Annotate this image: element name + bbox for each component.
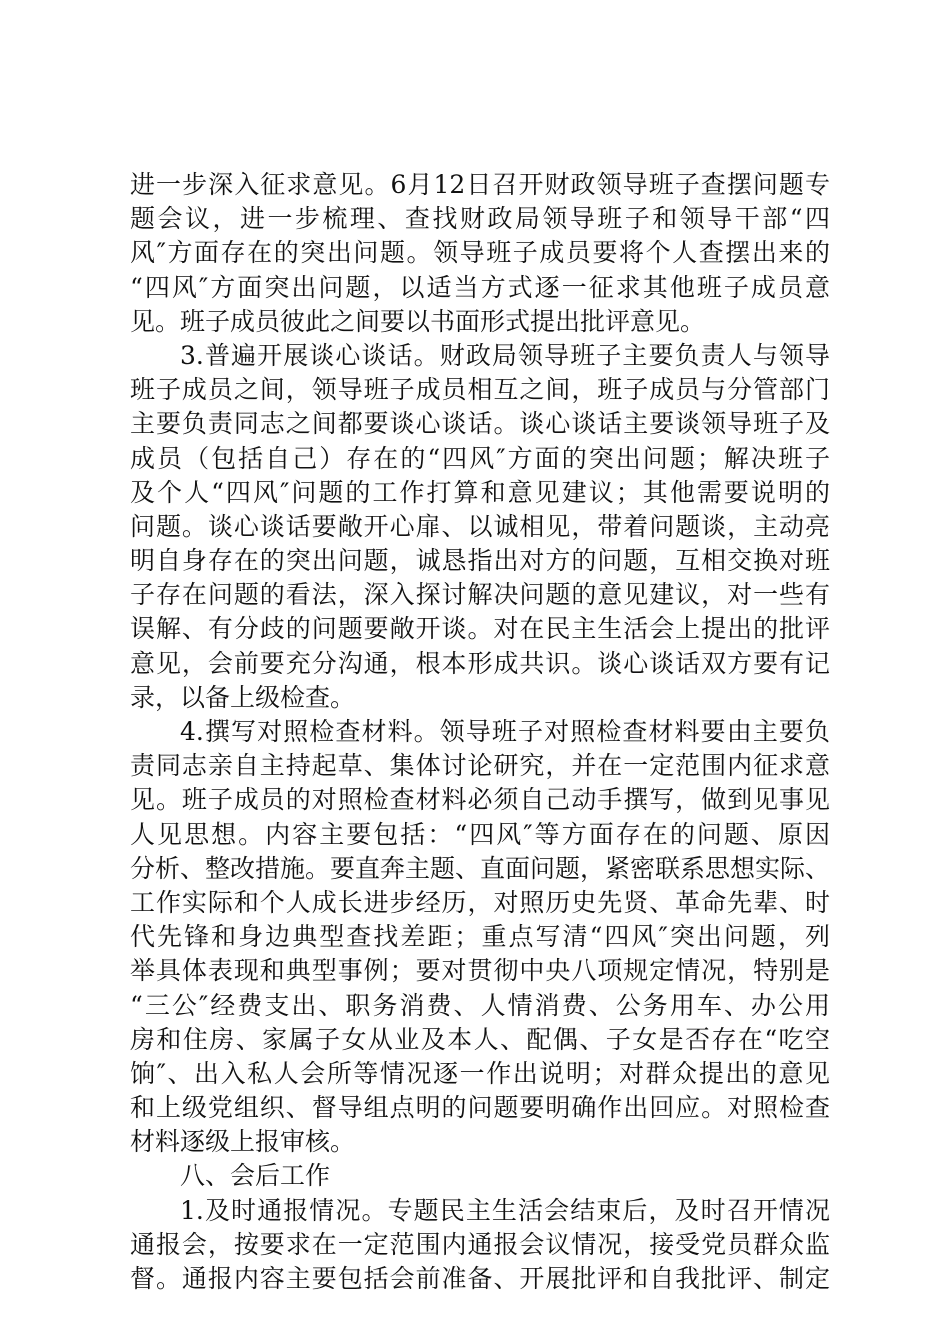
text-line: 问题。谈心谈话要敞开心扉、以诚相见，带着问题谈，主动亮: [130, 511, 830, 541]
text-line: 饷″、出入私人会所等情况逐一作出说明；对群众提出的意见: [130, 1058, 830, 1088]
text-line: 子存在问题的看法，深入探讨解决问题的意见建议，对一些有: [130, 580, 830, 610]
text-line: “三公″经费支出、职务消费、人情消费、公务用车、办公用: [130, 990, 830, 1020]
document-body: [130, 168, 830, 1296]
text-line: 主要负责同志之间都要谈心谈话。谈心谈话主要谈领导班子及: [130, 409, 830, 439]
paragraph-item-4-start: 4.撰写对照检查材料。领导班子对照检查材料要由主要负: [180, 717, 830, 746]
text-line: 和上级党组织、督导组点明的问题要明确作出回应。对照检查: [130, 1093, 830, 1123]
text-line: 责同志亲自主持起草、集体讨论研究，并在一定范围内征求意: [130, 751, 830, 781]
text-line: 班子成员之间，领导班子成员相互之间，班子成员与分管部门: [130, 375, 830, 405]
text-line: 风″方面存在的突出问题。领导班子成员要将个人查摆出来的: [130, 238, 830, 268]
text-line: 工作实际和个人成长进步经历，对照历史先贤、革命先辈、时: [130, 887, 830, 917]
text-line: “四风″方面突出问题，以适当方式逐一征求其他班子成员意: [130, 272, 830, 302]
text-line: 督。通报内容主要包括会前准备、开展批评和自我批评、制定: [130, 1264, 830, 1293]
text-line: 代先锋和身边典型查找差距；重点写清“四风″突出问题，列: [130, 922, 830, 952]
paragraph-item-1-start: 1.及时通报情况。专题民主生活会结束后，及时召开情况: [180, 1195, 830, 1225]
text-line: 分析、整改措施。要直奔主题、直面问题，紧密联系思想实际、: [130, 853, 831, 883]
text-line: 人见思想。内容主要包括：“四风″等方面存在的问题、原因: [130, 819, 830, 849]
text-line: 见。班子成员彼此之间要以书面形式提出批评意见。: [130, 306, 706, 336]
text-line: 成员（包括自己）存在的“四风″方面的突出问题；解决班子: [130, 443, 830, 473]
text-line: 材料逐级上报审核。: [130, 1127, 356, 1157]
text-line: 明自身存在的突出问题，诚恳指出对方的问题，互相交换对班: [130, 546, 830, 576]
text-line: 见。班子成员的对照检查材料必须自己动手撰写，做到见事见: [130, 785, 830, 815]
text-line: 及个人“四风″问题的工作打算和意见建议；其他需要说明的: [130, 477, 830, 507]
text-line: 题会议，进一步梳理、查找财政局领导班子和领导干部“四: [130, 204, 830, 234]
text-line: 误解、有分歧的问题要敞开谈。对在民主生活会上提出的批评: [130, 614, 830, 644]
text-line: 举具体表现和典型事例；要对贯彻中央八项规定情况，特别是: [130, 956, 830, 986]
paragraph-item-3-start: 3.普遍开展谈心谈话。财政局领导班子主要负责人与领导: [180, 340, 830, 370]
text-line: 房和住房、家属子女从业及本人、配偶、子女是否存在“吃空: [130, 1024, 830, 1054]
text-line: 意见，会前要充分沟通，根本形成共识。谈心谈话双方要有记: [130, 648, 830, 678]
text-line: 进一步深入征求意见。6月12日召开财政领导班子查摆问题专: [130, 170, 830, 199]
text-line: 录，以备上级检查。: [130, 682, 356, 712]
text-line: 通报会，按要求在一定范围内通报会议情况，接受党员群众监: [130, 1229, 830, 1259]
section-heading-8: 八、会后工作: [180, 1161, 331, 1191]
